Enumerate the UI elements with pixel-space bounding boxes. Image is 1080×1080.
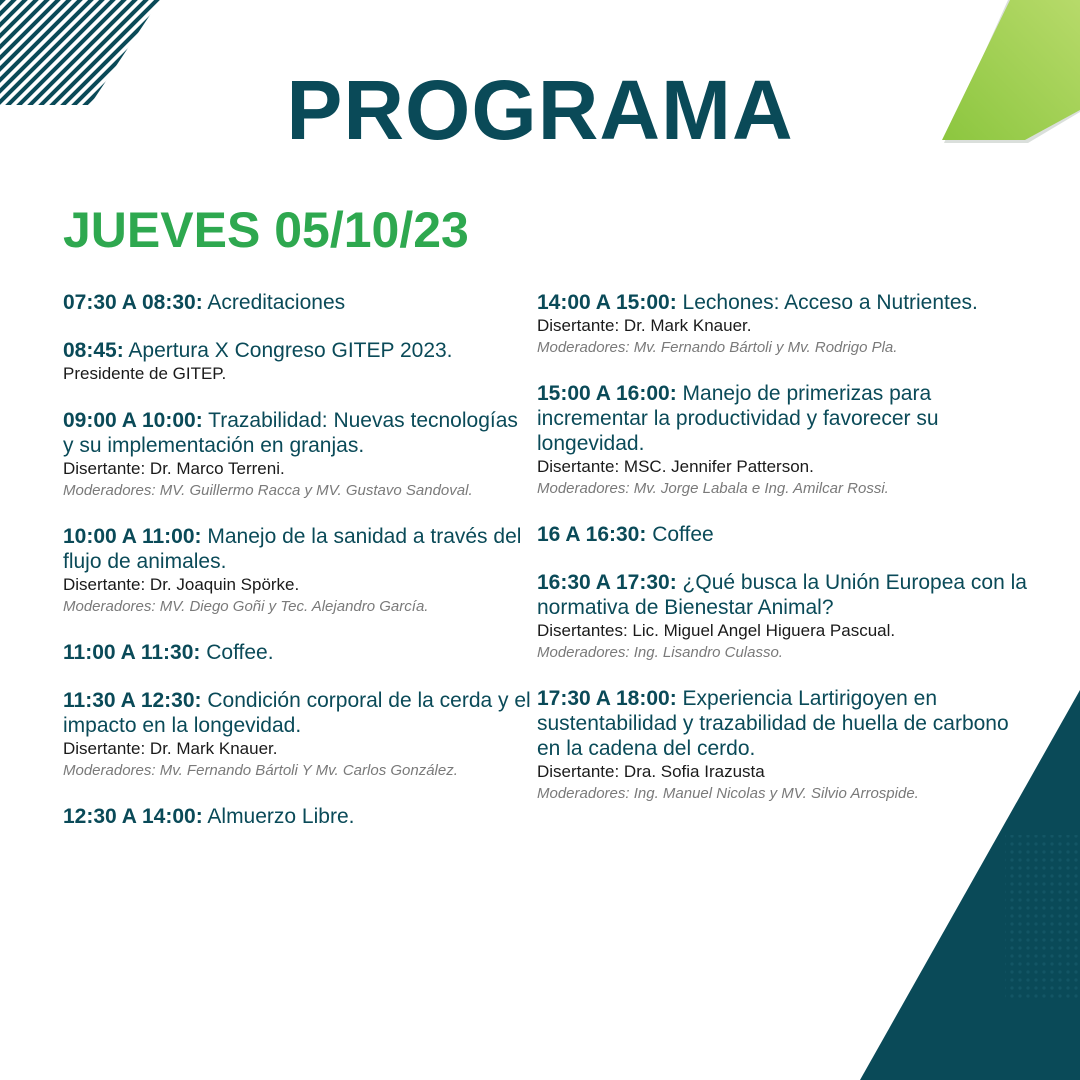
- schedule-item: [63, 524, 533, 617]
- moderators: Moderadores: Ing. Lisandro Culasso.: [537, 644, 783, 661]
- schedule-item-heading: [537, 381, 1037, 456]
- time-range: 11:00 A 11:30:: [63, 641, 201, 664]
- schedule-item-heading: [537, 686, 1037, 761]
- session-topic: Condición corporal de la cerda y el impacto en la longevidad.: [63, 689, 531, 737]
- time-range: 10:00 A 11:00:: [63, 525, 202, 548]
- time-range: 16:30 A 17:30:: [537, 571, 677, 594]
- speaker: Disertante: MSC. Jennifer Patterson.: [537, 457, 814, 476]
- schedule-item: [537, 686, 1037, 804]
- moderators: Moderadores: MV. Guillermo Racca y MV. Gustavo Sandoval.: [63, 482, 473, 499]
- speaker: Disertantes: Lic. Miguel Angel Higuera Pascual.: [537, 621, 896, 640]
- moderators: Moderadores: MV. Diego Goñi y Tec. Alejandro García.: [63, 598, 429, 615]
- moderators: Moderadores: Ing. Manuel Nicolas y MV. Silvio Arrospide.: [537, 785, 919, 802]
- schedule-item-heading: [537, 522, 1037, 547]
- session-topic: Coffee.: [206, 641, 274, 664]
- schedule-item-heading: [537, 570, 1037, 620]
- dot-texture: [1005, 835, 1080, 1000]
- schedule-item: [63, 338, 533, 385]
- session-topic: Lechones: Acceso a Nutrientes.: [682, 291, 978, 314]
- session-topic: Trazabilidad: Nuevas tecnologías y su implementación en granjas.: [63, 409, 518, 457]
- speaker: Disertante: Dr. Mark Knauer.: [63, 739, 278, 758]
- time-range: 12:30 A 14:00:: [63, 805, 203, 828]
- session-topic: Experiencia Lartirigoyen en sustentabilidad y trazabilidad de huella de carbono en la cadena del cerdo.: [537, 687, 1009, 760]
- time-range: 16 A 16:30:: [537, 523, 647, 546]
- schedule-item: [63, 290, 533, 315]
- session-topic: Acreditaciones: [207, 291, 346, 314]
- session-topic: Apertura X Congreso GITEP 2023.: [128, 339, 453, 362]
- schedule-item-heading: [63, 524, 533, 574]
- schedule-item-heading: [63, 338, 533, 363]
- schedule-item: [63, 640, 533, 665]
- time-range: 15:00 A 16:00:: [537, 382, 677, 405]
- session-topic: Manejo de primerizas para incrementar la productividad y favorecer su longevidad.: [537, 382, 939, 455]
- session-topic: Almuerzo Libre.: [207, 805, 355, 828]
- schedule-item-heading: [63, 640, 533, 665]
- schedule-item-heading: [63, 804, 533, 829]
- schedule-item: [63, 688, 533, 781]
- session-topic: Coffee: [652, 523, 714, 546]
- moderators: Moderadores: Mv. Fernando Bártoli y Mv. Rodrigo Pla.: [537, 339, 898, 356]
- schedule-right-column: [537, 290, 1037, 827]
- schedule-item-heading: [537, 290, 1037, 315]
- schedule-item-heading: [63, 688, 533, 738]
- schedule-left-column: [63, 290, 533, 852]
- schedule-item: [63, 408, 533, 501]
- schedule-item: [537, 522, 1037, 547]
- time-range: 08:45:: [63, 339, 124, 362]
- session-topic: Manejo de la sanidad a través del flujo de animales.: [63, 525, 522, 573]
- time-range: 17:30 A 18:00:: [537, 687, 677, 710]
- speaker: Presidente de GITEP.: [63, 364, 227, 383]
- moderators: Moderadores: Mv. Jorge Labala e Ing. Amilcar Rossi.: [537, 480, 889, 497]
- moderators: Moderadores: Mv. Fernando Bártoli Y Mv. Carlos González.: [63, 762, 458, 779]
- speaker: Disertante: Dr. Marco Terreni.: [63, 459, 285, 478]
- schedule-item: [537, 290, 1037, 358]
- time-range: 14:00 A 15:00:: [537, 291, 677, 314]
- speaker: Disertante: Dr. Joaquin Spörke.: [63, 575, 300, 594]
- speaker: Disertante: Dra. Sofia Irazusta: [537, 762, 765, 781]
- day-heading: JUEVES 05/10/23: [63, 202, 469, 258]
- session-topic: ¿Qué busca la Unión Europea con la normativa de Bienestar Animal?: [537, 571, 1027, 619]
- schedule-item-heading: [63, 408, 533, 458]
- time-range: 09:00 A 10:00:: [63, 409, 203, 432]
- schedule-item: [537, 570, 1037, 663]
- speaker: Disertante: Dr. Mark Knauer.: [537, 316, 752, 335]
- schedule-item: [63, 804, 533, 829]
- schedule-item: [537, 381, 1037, 499]
- time-range: 07:30 A 08:30:: [63, 291, 203, 314]
- time-range: 11:30 A 12:30:: [63, 689, 202, 712]
- schedule-item-heading: [63, 290, 533, 315]
- page-title: PROGRAMA: [286, 63, 794, 157]
